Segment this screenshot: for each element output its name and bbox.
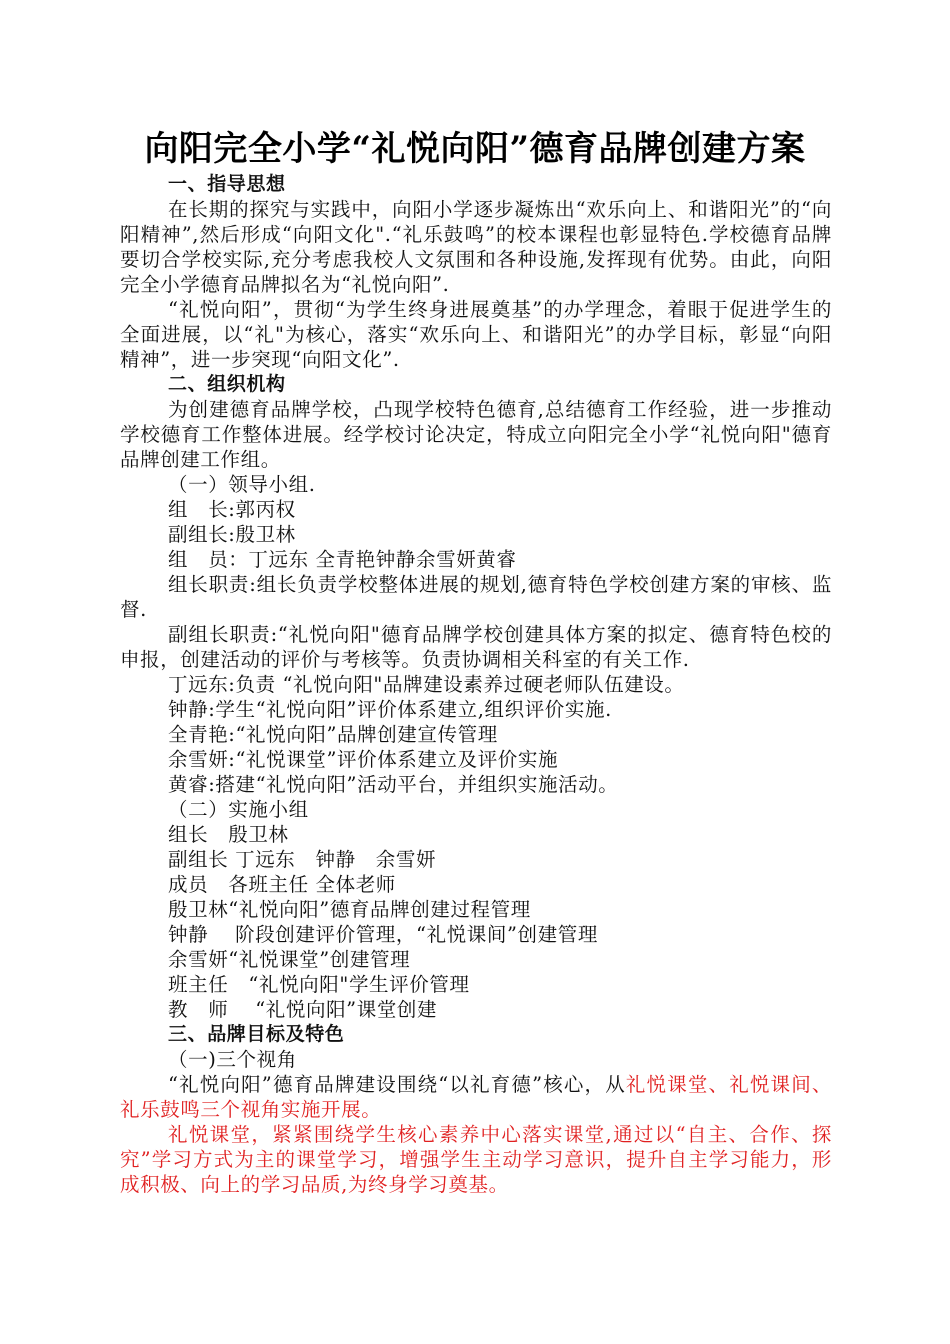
section-heading-organization: 二、组织机构: [168, 373, 286, 395]
paragraph: [120, 1072, 832, 1122]
list-item: 副组长 丁远东 钟静 余雪妍: [168, 848, 437, 871]
paragraph: 组长职责:组长负责学校整体进展的规划,德育特色学校创建方案的审核、监督.: [120, 573, 832, 621]
paragraph: 在长期的探究与实践中，向阳小学逐步凝炼出“欢乐向上、和谐阳光”的“向阳精神”,然后形成“向阳文化".“礼乐鼓鸣”的校本课程也彰显特色.学校德育品牌要切合学校实际,充分考虑我校人文氛围和各种设施,发挥现有优势。由此，向阳完全小学德育品牌拟名为“礼悦向阳”.: [120, 198, 832, 296]
paragraph: 为创建德育品牌学校，凸现学校特色德育,总结德育工作经验，进一步推动学校德育工作整体进展。经学校讨论决定，特成立向阳完全小学“礼悦向阳"德育品牌创建工作组。: [120, 398, 832, 471]
list-item: 丁远东:负责 “礼悦向阳"品牌建设素养过硬老师队伍建设。: [168, 673, 685, 696]
list-item: 殷卫林“礼悦向阳”德育品牌创建过程管理: [168, 898, 531, 921]
paragraph: “礼悦向阳”，贯彻“为学生终身进展奠基”的办学理念，着眼于促进学生的全面进展，以“礼"为核心，落实“欢乐向上、和谐阳光”的办学目标，彰显“向阳精神”，进一步突现“向阳文化”.: [120, 298, 832, 371]
section-heading-guiding-thought: 一、指导思想: [168, 173, 286, 195]
list-item: 班主任 “礼悦向阳"学生评价管理: [168, 973, 470, 996]
list-item: 组 长:郭丙权: [168, 498, 296, 521]
highlighted-text: 礼悦课堂、礼悦课间、礼乐鼓鸣三个视角实施开展。: [120, 1073, 832, 1121]
list-item: 余雪妍:“礼悦课堂”评价体系建立及评价实施: [168, 748, 559, 771]
document-body: [120, 172, 832, 1197]
list-item: 副组长:殷卫林: [168, 523, 296, 546]
list-item: 组 员：丁远东 全青艳钟静余雪妍黄睿: [168, 548, 517, 571]
highlighted-paragraph: 礼悦课堂，紧紧围绕学生核心素养中心落实课堂,通过以“自主、合作、探究”学习方式为主的课堂学习，增强学生主动学习意识，提升自主学习能力，形成积极、向上的学习品质,为终身学习奠基。: [120, 1123, 832, 1196]
list-item: 全青艳:“礼悦向阳”品牌创建宣传管理: [168, 723, 498, 746]
section-heading-brand-goals: 三、品牌目标及特色: [168, 1023, 345, 1045]
list-item: 黄睿:搭建“礼悦向阳”活动平台，并组织实施活动。: [168, 773, 619, 796]
subsection-title-three-perspectives: （一)三个视角: [168, 1048, 297, 1071]
list-item: 钟静:学生“礼悦向阳”评价体系建立,组织评价实施.: [168, 698, 612, 721]
subsection-title-implementation: （二）实施小组: [168, 798, 309, 821]
list-item: 余雪妍“礼悦课堂”创建管理: [168, 948, 411, 971]
list-item: 钟静 阶段创建评价管理，“礼悦课间”创建管理: [168, 923, 598, 946]
list-item: 教 师 “礼悦向阳”课堂创建: [168, 998, 438, 1021]
paragraph: 副组长职责:“礼悦向阳"德育品牌学校创建具体方案的拟定、德育特色校的申报，创建活动的评价与考核等。负责协调相关科室的有关工作.: [120, 623, 832, 671]
page-title: 向阳完全小学“礼悦向阳”德育品牌创建方案: [144, 129, 806, 169]
subsection-title-leadership: （一）领导小组.: [168, 473, 316, 496]
paragraph-text: “礼悦向阳”德育品牌建设围绕“以礼育德”核心，从: [168, 1073, 626, 1096]
list-item: 组长 殷卫林: [168, 823, 289, 846]
list-item: 成员 各班主任 全体老师: [168, 873, 396, 896]
